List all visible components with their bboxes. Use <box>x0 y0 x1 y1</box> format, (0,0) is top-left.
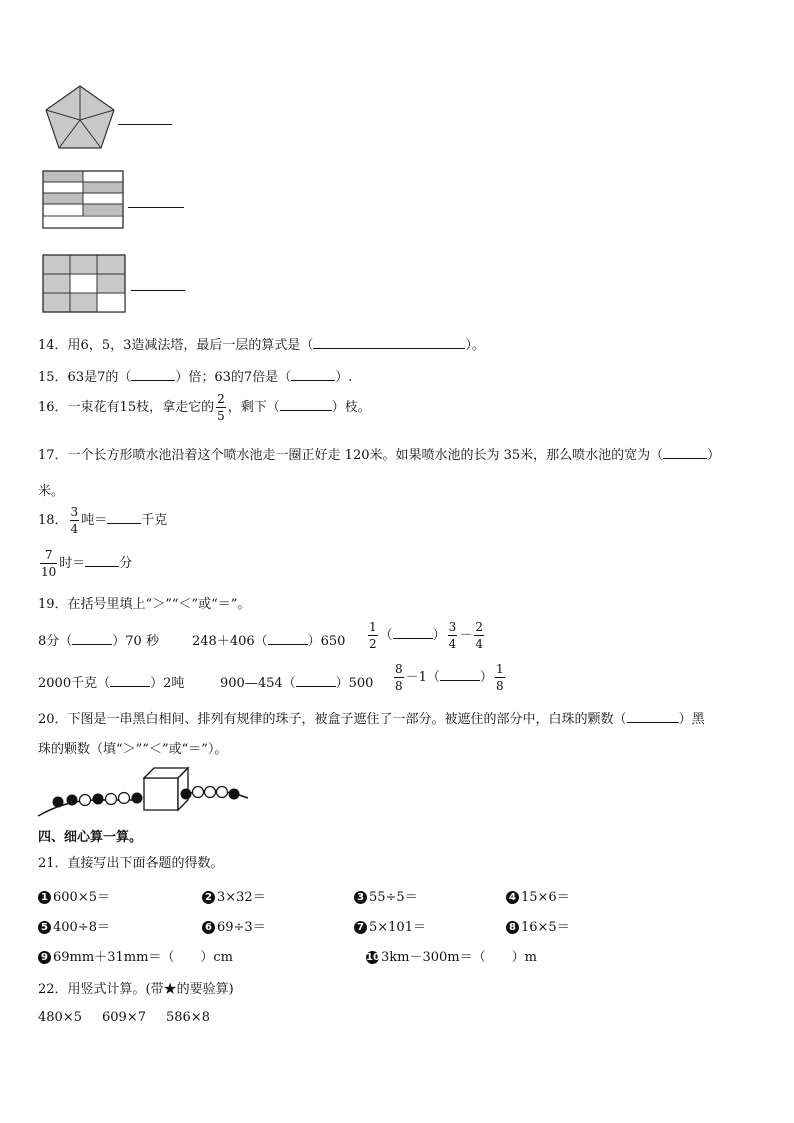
q14-answer-blank[interactable] <box>313 336 465 349</box>
q21-expression: 55÷5＝ <box>369 890 418 905</box>
circled-number-1: 1 <box>38 891 51 904</box>
circled-number-2: 2 <box>202 891 215 904</box>
question-22-title: 22．用竖式计算。(带★的要验算) <box>38 982 234 997</box>
q21-expression: 600×5＝ <box>53 890 110 905</box>
q19-blank-5[interactable] <box>296 674 336 687</box>
fraction-7-10: $\frac{7}{10}$ <box>41 548 57 579</box>
q21-item-8 <box>506 916 570 935</box>
beads-figure <box>36 764 252 820</box>
q21-expression: 16×5＝ <box>521 920 570 935</box>
q18-blank-1[interactable] <box>107 511 141 524</box>
q21-expression: 69÷3＝ <box>217 920 266 935</box>
rectangle-rows-figure <box>42 170 126 230</box>
q21-item-7 <box>354 916 426 935</box>
q21-expression: 3km－300m＝（ ）m <box>381 950 537 965</box>
q21-item-6 <box>202 916 266 935</box>
q19-blank-1[interactable] <box>72 632 112 645</box>
q15-blank-1[interactable] <box>131 368 175 381</box>
q19-row2-a: 2000千克（ ）2吨 <box>38 676 185 691</box>
question-14: 14．用6，5，3造减法塔，最后一层的算式是（ ）。 <box>38 338 485 353</box>
q21-item-9 <box>38 946 233 965</box>
question-17: 17．一个长方形喷水池沿着这个喷水池走一圈正好走 120米。如果喷水池的长为 35米，那么喷水池的宽为（ ） <box>38 448 721 463</box>
question-19-title: 19．在括号里填上“＞”“＜”或“＝”。 <box>38 597 251 612</box>
circled-number-5: 5 <box>38 921 51 934</box>
q19-blank-6[interactable] <box>440 668 480 681</box>
q17-answer-blank[interactable] <box>663 446 707 459</box>
q21-item-5 <box>38 916 110 935</box>
pentagon-figure <box>44 84 116 152</box>
q22-item-3: 586×8 <box>166 1010 210 1025</box>
fraction-2-5: $\frac{2}{5}$ <box>217 392 225 423</box>
q21-item-2 <box>202 886 266 905</box>
q16-answer-blank[interactable] <box>280 398 332 411</box>
q19-blank-4[interactable] <box>110 674 150 687</box>
q19-row1-a: 8分（ ）70 秒 <box>38 634 159 649</box>
question-21-title: 21．直接写出下面各题的得数。 <box>38 856 224 871</box>
circled-number-9: 9 <box>38 951 51 964</box>
question-16: 16．一束花有15枝，拿走它的 $\frac{2}{5}$ ，剩下（ ）枝。 <box>38 392 371 423</box>
circled-number-10: 10 <box>366 952 380 963</box>
circled-number-7: 7 <box>354 921 367 934</box>
answer-line-3[interactable] <box>131 290 185 291</box>
q21-item-1 <box>38 886 110 905</box>
question-15: 15．63是7的（ ）倍；63的7倍是（ ）. <box>38 370 353 385</box>
q21-item-10 <box>366 946 537 965</box>
q22-item-1: 480×5 <box>38 1010 82 1025</box>
q21-expression: 15×6＝ <box>521 890 570 905</box>
q21-expression: 400÷8＝ <box>53 920 110 935</box>
q18-blank-2[interactable] <box>85 554 119 567</box>
q22-item-2: 609×7 <box>102 1010 146 1025</box>
q21-expression: 3×32＝ <box>217 890 266 905</box>
question-18-line-2: $\frac{7}{10}$ 时＝ 分 <box>41 548 133 579</box>
question-20-cont: 珠的颗数（填“＞”“＜”或“＝”）。 <box>38 742 228 757</box>
answer-line-2[interactable] <box>128 207 184 208</box>
question-20: 20．下图是一串黑白相间、排列有规律的珠子，被盒子遮住了一部分。被遮住的部分中，白珠的颗数（ ）黑 <box>38 712 705 727</box>
q21-expression: 5×101＝ <box>369 920 426 935</box>
section-4-title: 四、细心算一算。 <box>38 830 143 845</box>
circled-number-6: 6 <box>202 921 215 934</box>
grid-figure <box>42 254 128 314</box>
circled-number-3: 3 <box>354 891 367 904</box>
fraction-3-4: $\frac{3}{4}$ <box>70 505 79 536</box>
q19-row2-c: $\frac{8}{8}$ －1（ ） $\frac{1}{8}$ <box>395 662 504 693</box>
answer-line-1[interactable] <box>118 124 172 125</box>
q19-row2-b: 900—454（ ）500 <box>220 676 374 691</box>
q19-blank-2[interactable] <box>268 632 308 645</box>
q20-answer-blank[interactable] <box>627 710 679 723</box>
q19-row1-b: 248＋406（ ）650 <box>192 634 346 649</box>
q19-row1-c: $\frac{1}{2}$ （ ） $\frac{3}{4}$ － $\frac{2}{4}$ <box>369 620 483 651</box>
q15-blank-2[interactable] <box>291 368 335 381</box>
q21-item-3 <box>354 886 418 905</box>
circled-number-8: 8 <box>506 921 519 934</box>
question-18-line-1: 18． $\frac{3}{4}$ 吨＝ 千克 <box>38 505 168 536</box>
q19-blank-3[interactable] <box>393 626 433 639</box>
q21-expression: 69mm＋31mm＝（ ）cm <box>53 950 234 965</box>
q21-item-4 <box>506 886 570 905</box>
question-17-cont: 米。 <box>38 484 65 499</box>
circled-number-4: 4 <box>506 891 519 904</box>
